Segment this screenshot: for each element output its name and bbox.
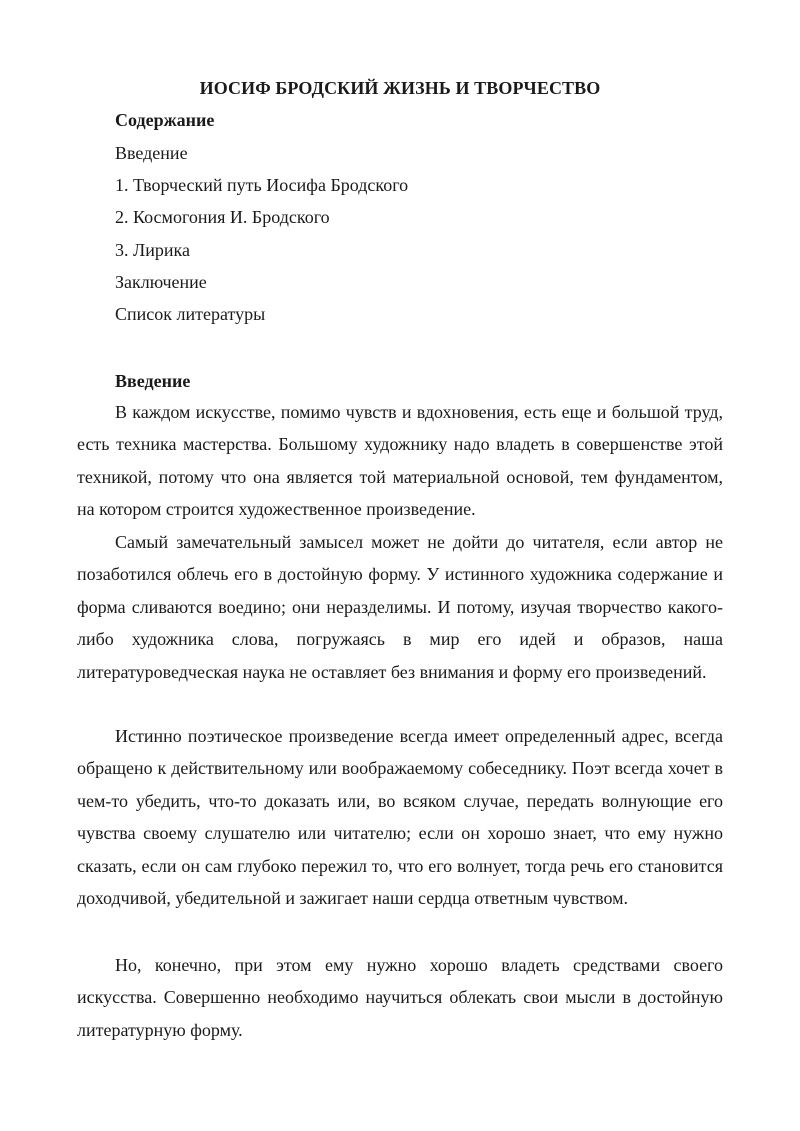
toc-item: Список литературы — [115, 304, 266, 324]
toc-item: 3. Лирика — [115, 240, 190, 260]
body-paragraph: Самый замечательный замысел может не дойти до читателя, если автор не позаботился облечь его в достойную форму. У истинного художника содержание и форма сливаются воедино; они неразделимы. И потому, изучая творчество какого-либо художника слова, погружаясь в мир его идей и образов, наша литературоведческая наука не оставляет без внимания и форму его произведений. — [77, 532, 723, 682]
toc-item: Введение — [115, 143, 188, 163]
toc-heading: Содержание — [115, 110, 215, 130]
body-paragraph: Но, конечно, при этом ему нужно хорошо владеть средствами своего искусства. Совершенно необходимо научиться облекать свои мысли в достойную литературную форму. — [77, 955, 723, 1040]
section-heading: Введение — [115, 371, 191, 391]
body-paragraph: Истинно поэтическое произведение всегда имеет определенный адрес, всегда обращено к действительному или воображаемому собеседнику. Поэт всегда хочет в чем-то убедить, что-то доказать или, во всяком случае, передать волнующие его чувства своему слушателю или читателю; если он хорошо знает, что ему нужно сказать, если он сам глубоко пережил то, что его волнует, тогда речь его становится доходчивой, убедительной и зажигает наши сердца ответным чувством. — [77, 726, 723, 909]
body-paragraph: В каждом искусстве, помимо чувств и вдохновения, есть еще и большой труд, есть техника мастерства. Большому художнику надо владеть в совершенстве этой техникой, потому что она является той материальной основой, тем фундаментом, на котором строится художественное произведение. — [77, 402, 723, 520]
document-title: ИОСИФ БРОДСКИЙ ЖИЗНЬ И ТВОРЧЕСТВО — [199, 78, 601, 98]
toc-item: 2. Космогония И. Бродского — [115, 207, 330, 227]
toc-item: 1. Творческий путь Иосифа Бродского — [115, 175, 409, 195]
toc-item: Заключение — [115, 272, 207, 292]
